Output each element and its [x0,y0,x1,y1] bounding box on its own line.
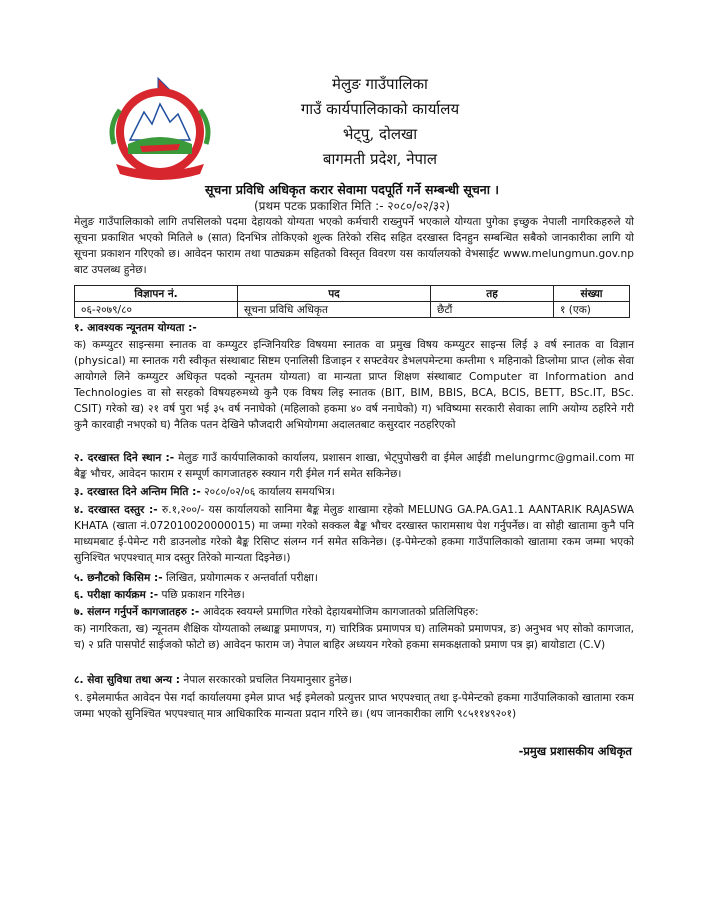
section-heading: ३. दरखास्त दिने अन्तिम मिति :- [74,486,201,498]
qualification-text [74,337,634,433]
section-exam-schedule [74,587,634,603]
section-text: रु.१,२००/- यस कार्यालयको सानिमा बैङ्क मेलुङ शाखामा रहेको MELUNG GA.PA.GA1.1 AANTARIK RAJASWA KHATA (खाता नं.072010020000015) मा जम्मा गरेको सक्कल बैङ्क भौचर दरखास्त फारामसाथ पेश गर्नुपर्नेछ। वा सोही खातामा कुनै पनि माध्यमबाट ई-पेमेन्ट गरी डाउनलोड गरेको बैङ्क रिसिप्ट संलग्न गर्न समेत सकिनेछ। (इ-पेमेन्टको हकमा गाउँपालिकाको खातामा रकम जम्मा भएको सुनिश्चित भएपश्चात् मात्र दस्तुर तिरेको मान्यता दिइनेछ।) [74,504,634,564]
municipality-name: मेलुङ गाउँपालिका [332,75,428,93]
section-text: लिखित, प्रयोगात्मक र अन्तर्वार्ता परीक्षा। [166,572,318,584]
office-name: गाउँ कार्यपालिकाको कार्यालय [300,100,460,118]
section-text: पछि प्रकाशन गरिनेछ। [161,589,245,601]
section-heading: ७. संलग्न गर्नुपर्ने कागजातहरु :- [74,606,200,618]
section-text: क) नागरिकता, ख) न्यूनतम शैक्षिक योग्यताको लब्धाङ्क प्रमाणपत्र, ग) चारित्रिक प्रमाणपत्र घ) तालिमको प्रमाणपत्र, ङ) अनुभव भए सोको कागजात, च) २ प्रति पासपोर्ट साईजको फोटो छ) आवेदन फाराम ज) नेपाल बाहिर अध्ययन गरेको हकमा समकक्षताको प्रमाण पत्र झ) बायोडाटा (C.V) [74,623,634,651]
section-text: ९. इमेलमार्फत आवेदन पेस गर्दा कार्यालयमा इमेल प्राप्त भई इमेलको प्रत्युत्तर प्राप्त भएपश्चात् तथा इ-पेमेन्टको हकमा गाउँपालिकाको खातामा रकम जम्मा भएको सुनिश्चित भएपश्चात् मात्र आधिकारिक मान्यता प्रदान गरिने छ। (थप जानकारीका लागि ९८५११४९२०१) [74,692,634,720]
section-application-place [74,450,634,482]
section-selection [74,570,634,586]
section-facilities [74,672,634,688]
publish-date: (प्रथम पटक प्रकाशित मिति :- २०८०/०२/३२) [253,199,451,213]
section-heading: १. आवश्यक न्यूनतम योग्यता :- [74,322,197,334]
table-cell: ०६-२०७९/८० [75,302,238,318]
section-heading: ८. सेवा सुविधा तथा अन्य : [74,674,180,686]
table-header: विज्ञापन नं. [75,286,238,302]
section-fee [74,502,634,566]
section-heading: ६. परीक्षा कार्यक्रम :- [74,589,159,601]
section-heading: २. दरखास्त दिने स्थान :- [74,452,175,464]
documents-list [74,621,634,653]
table-header-row [75,286,630,302]
section-text: मेलुङ गाउँ कार्यपालिकाको कार्यालय, प्रशासन शाखा, भेट्पुपोखरी वा ईमेल आईडी melungrmc@gmail.com मा बैङ्क भौचर, आवेदन फाराम र सम्पूर्ण कागजातहरु स्क्यान गरी ईमेल गर्न समेत सकिनेछ। [74,452,634,480]
section-email-note [74,690,634,722]
vacancy-table [74,285,630,318]
letterhead [90,72,620,182]
section-documents [74,604,634,620]
section-deadline [74,484,634,500]
notice-title: सूचना प्रविधि अधिकृत करार सेवामा पदपूर्ति गर्ने सम्बन्धी सूचना । [204,182,500,197]
table-cell: १ (एक) [554,302,630,318]
section-text: नेपाल सरकारको प्रचलित नियमानुसार हुनेछ। [183,674,352,686]
intro-text: मेलुङ गाउँपालिकाको लागि तपसिलको पदमा देहायको योग्यता भएको कर्मचारी राख्नुपर्ने भएकाले योग्यता पुगेका इच्छुक नेपाली नागरिकहरुले यो सूचना प्रकाशित भएको मितिले ७ (सात) दिनभित्र तोकिएको शुल्क तिरेको रसिद सहित दरखास्त दिनहुन सम्बन्धित सबैको जानकारीका लागि यो सूचना प्रकाशन गरिएको छ। आवेदन फाराम तथा पाठ्यक्रम सहितको विस्तृत विवरण यस कार्यालयको वेभसाईट www.melungmun.gov.np बाट उपलब्ध हुनेछ। [74,216,634,276]
province-name: बागमती प्रदेश, नेपाल [322,150,438,168]
table-cell: छैटौं [431,302,554,318]
section-heading: ५. छनौटको किसिम :- [74,572,163,584]
table-header: तह [431,286,554,302]
office-address: भेट्पु, दोलखा [342,125,418,143]
table-row [75,302,630,318]
table-header: पद [238,286,431,302]
section-text: आवेदक स्वयम्ले प्रमाणित गरेको देहायबमोजिम कागजातको प्रतिलिपिहरु: [202,606,479,618]
intro-paragraph [74,214,634,278]
table-cell: सूचना प्रविधि अधिकृत [238,302,431,318]
table-header: संख्या [554,286,630,302]
nepal-emblem-icon [100,74,220,184]
office-name-block [240,72,520,172]
section-qualification [74,320,634,336]
signature: -प्रमुख प्रशासकीय अधिकृत [518,744,632,758]
section-text: २०८०/०२/०६ कार्यालय समयभित्र। [204,486,335,498]
section-heading: ४. दरखास्त दस्तुर :- [74,504,158,516]
section-text: क) कम्प्युटर साइन्समा स्नातक वा कम्प्युटर इन्जिनियरिङ विषयमा स्नातक वा प्रमुख विषय कम्प्युटर साइन्स लिई ३ वर्ष स्नातक वा विज्ञान (physical) मा स्नातक गरी स्वीकृत संस्थाबाट सिष्टम एनालिसी डिजाइन र सफ्टवेयर डेभलपमेन्टमा कम्तीमा ९ महिनाको डिप्लोमा प्राप्त (लोक सेवा आयोगले लिने कम्प्युटर अधिकृत पदको न्यूनतम योग्यता) वा मान्यता प्राप्त शिक्षण संस्थाबाट Computer वा Information and Technologies वा सो सरहको विषयहरुमध्ये कुनै एक विषय लिइ स्नातक (BIT, BIM, BBIS, BCA, BCIS, BETT, BSc.IT, BSc. CSIT) गरेको ख) २१ वर्ष पुरा भई ३५ वर्ष ननाघेको (महिलाको हकमा ४० वर्ष ननाघेको) ग) भविष्यमा सरकारी सेवाका लागि अयोग्य ठहरिने गरी कुनै कारवाही नभएको घ) नैतिक पतन देखिने फौजदारी अभियोगमा अदालतबाट कसुरदार नठहरिएको [74,339,634,431]
